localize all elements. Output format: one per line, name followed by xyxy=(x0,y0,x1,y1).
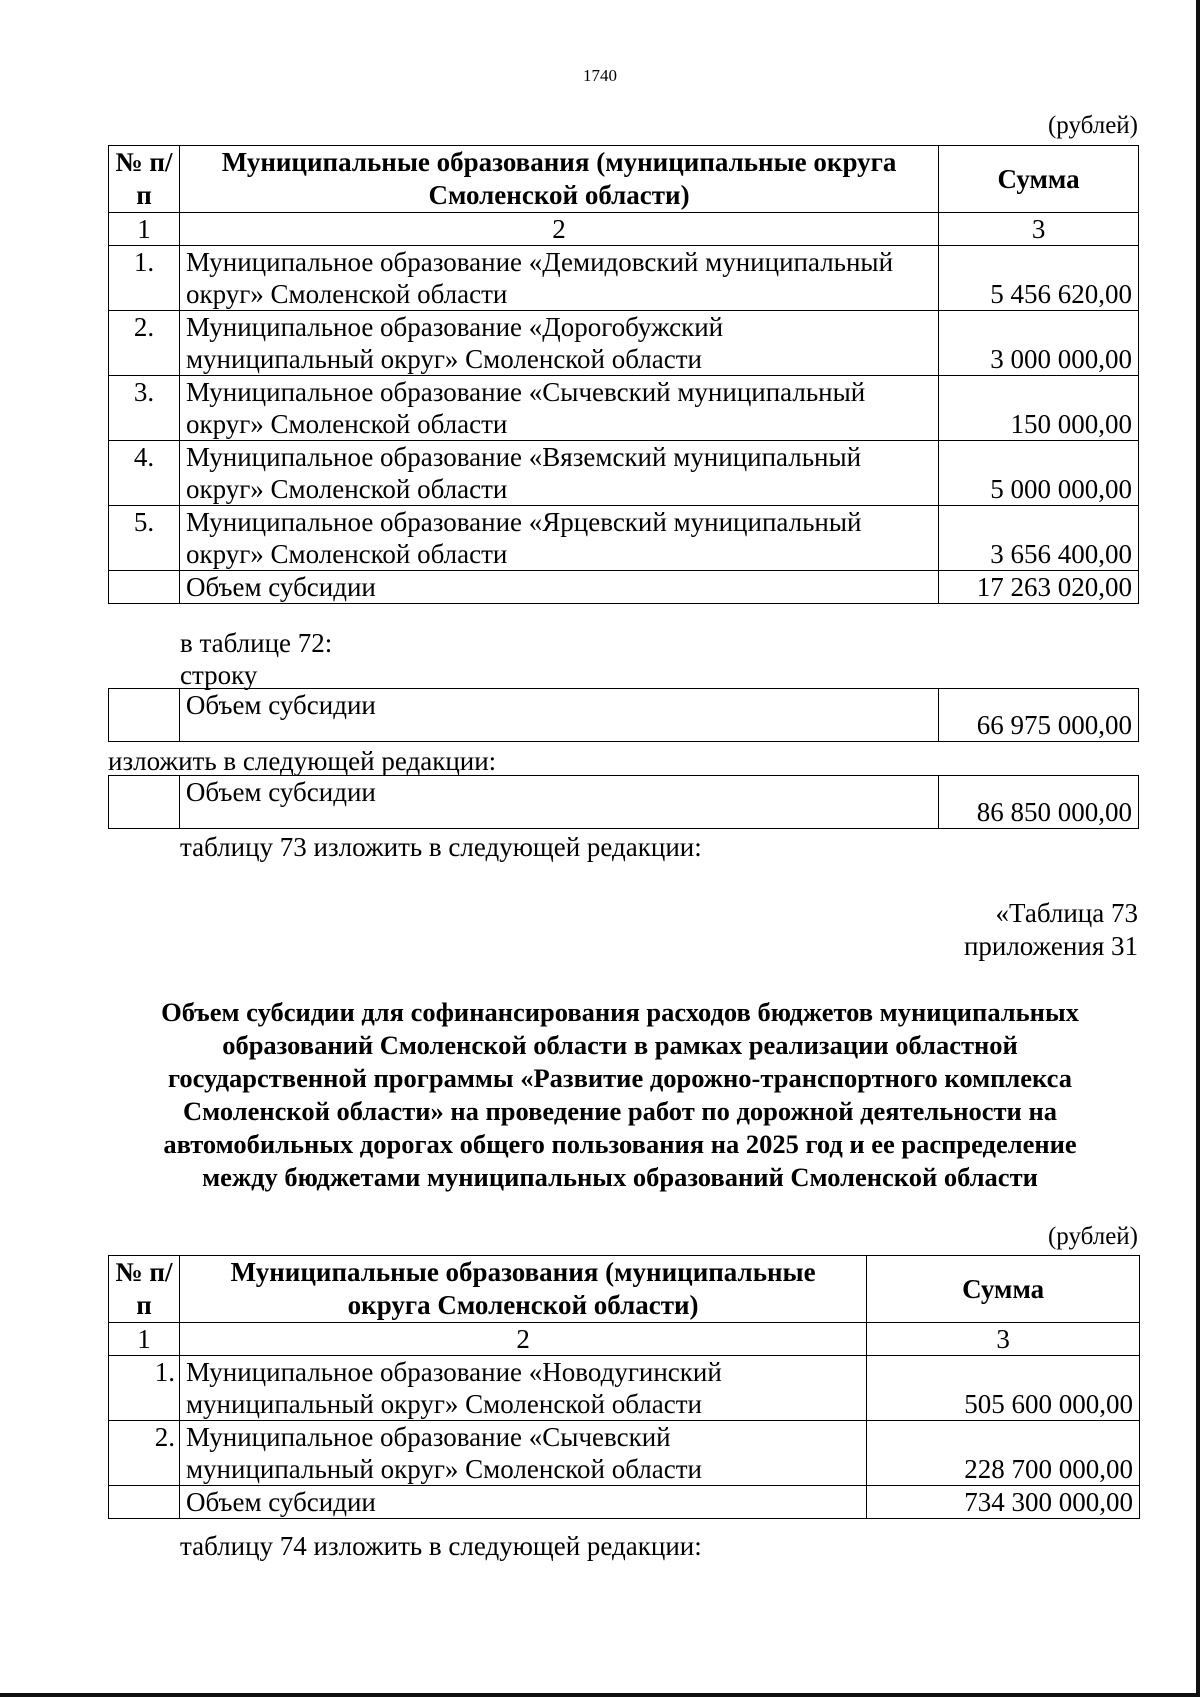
col-index: 1 xyxy=(109,1323,180,1356)
row-sum: 5 456 620,00 xyxy=(939,246,1139,311)
text-table74-restate: таблицу 74 изложить в следующей редакции: xyxy=(180,1531,702,1561)
total-num xyxy=(109,571,180,604)
table-header-row xyxy=(109,146,1139,213)
row-name: Муниципальное образование «Ярцевский муниципальный округ» Смоленской области xyxy=(179,506,938,571)
row-name: Муниципальное образование «Новодугинский муниципальный округ» Смоленской области xyxy=(179,1356,866,1421)
row-sum: 505 600 000,00 xyxy=(867,1356,1140,1421)
new-row-num xyxy=(109,776,180,829)
row-name: Муниципальное образование «Дорогобужский муниципальный округ» Смоленской области xyxy=(179,311,938,376)
text-line-word: строку xyxy=(180,660,258,690)
column-index-row xyxy=(109,1323,1140,1356)
row-sum: 5 000 000,00 xyxy=(939,441,1139,506)
row-num: 2. xyxy=(109,311,180,376)
row-sum: 3 000 000,00 xyxy=(939,311,1139,376)
page-number: 1740 xyxy=(583,66,617,85)
total-sum: 734 300 000,00 xyxy=(867,1486,1140,1519)
header-name: Муниципальные образования (муниципальные округа Смоленской области) xyxy=(179,146,938,213)
table-row xyxy=(109,1421,1140,1486)
row-name: Муниципальное образование «Вяземский муниципальный округ» Смоленской области xyxy=(179,441,938,506)
table-row xyxy=(109,506,1139,571)
table-row xyxy=(109,311,1139,376)
header-sum: Сумма xyxy=(939,146,1139,213)
table-row xyxy=(109,246,1139,311)
col-index: 1 xyxy=(109,213,180,246)
table-subsidy-73 xyxy=(108,1255,1140,1519)
text-restate: изложить в следующей редакции: xyxy=(108,746,497,776)
total-num xyxy=(109,1486,180,1519)
row-sum: 228 700 000,00 xyxy=(867,1421,1140,1486)
row-sum: 150 000,00 xyxy=(939,376,1139,441)
row-sum: 3 656 400,00 xyxy=(939,506,1139,571)
new-row-table xyxy=(108,775,1139,829)
header-sum: Сумма xyxy=(867,1256,1140,1323)
table-header-row xyxy=(109,1256,1140,1323)
old-row-num xyxy=(109,689,180,742)
old-row-table xyxy=(108,688,1139,742)
table73-title xyxy=(100,996,1140,1194)
table-subsidy-1 xyxy=(108,145,1139,604)
units-label: (рублей) xyxy=(1047,112,1138,139)
header-name: Муниципальные образования (муниципальные округа Смоленской области) xyxy=(179,1256,866,1323)
row-name: Муниципальное образование «Сычевский муниципальный округ» Смоленской области xyxy=(179,1421,866,1486)
row-num: 3. xyxy=(109,376,180,441)
row-num: 4. xyxy=(109,441,180,506)
title-line: между бюджетами муниципальных образований Смоленской области xyxy=(202,1162,1038,1192)
text-table73-restate: таблицу 73 изложить в следующей редакции: xyxy=(180,832,702,862)
table-row xyxy=(109,1356,1140,1421)
col-index: 2 xyxy=(179,213,938,246)
col-index: 3 xyxy=(939,213,1139,246)
title-line: образований Смоленской области в рамках реализации областной xyxy=(222,1030,1018,1060)
total-label: Объем субсидии xyxy=(179,571,938,604)
header-num: № п/п xyxy=(109,1256,180,1323)
table-row xyxy=(109,441,1139,506)
row-num: 1. xyxy=(109,246,180,311)
caption-line: приложения 31 xyxy=(963,931,1138,961)
title-line: государственной программы «Развитие дорожно-транспортного комплекса xyxy=(168,1063,1072,1093)
table73-caption xyxy=(964,897,1138,963)
table-row xyxy=(109,689,1139,742)
row-name: Муниципальное образование «Сычевский муниципальный округ» Смоленской области xyxy=(179,376,938,441)
row-num: 2. xyxy=(109,1421,180,1486)
title-line: Смоленской области» на проведение работ по дорожной деятельности на xyxy=(183,1096,1057,1126)
table-row xyxy=(109,376,1139,441)
total-label: Объем субсидии xyxy=(179,1486,866,1519)
total-sum: 17 263 020,00 xyxy=(939,571,1139,604)
row-num: 1. xyxy=(109,1356,180,1421)
table-total-row xyxy=(109,1486,1140,1519)
col-index: 2 xyxy=(179,1323,866,1356)
title-line: Объем субсидии для софинансирования расходов бюджетов муниципальных xyxy=(161,997,1079,1027)
new-row-sum: 86 850 000,00 xyxy=(939,776,1139,829)
caption-line: «Таблица 73 xyxy=(995,898,1138,928)
col-index: 3 xyxy=(867,1323,1140,1356)
old-row-label: Объем субсидии xyxy=(179,689,938,742)
text-in-table-72: в таблице 72: xyxy=(180,628,333,658)
row-name: Муниципальное образование «Демидовский муниципальный округ» Смоленской области xyxy=(179,246,938,311)
new-row-label: Объем субсидии xyxy=(179,776,938,829)
old-row-sum: 66 975 000,00 xyxy=(939,689,1139,742)
header-num: № п/п xyxy=(109,146,180,213)
units-label: (рублей) xyxy=(1047,1223,1138,1250)
column-index-row xyxy=(109,213,1139,246)
title-line: автомобильных дорогах общего пользования на 2025 год и ее распределение xyxy=(163,1129,1077,1159)
table-total-row xyxy=(109,571,1139,604)
row-num: 5. xyxy=(109,506,180,571)
table-row xyxy=(109,776,1139,829)
